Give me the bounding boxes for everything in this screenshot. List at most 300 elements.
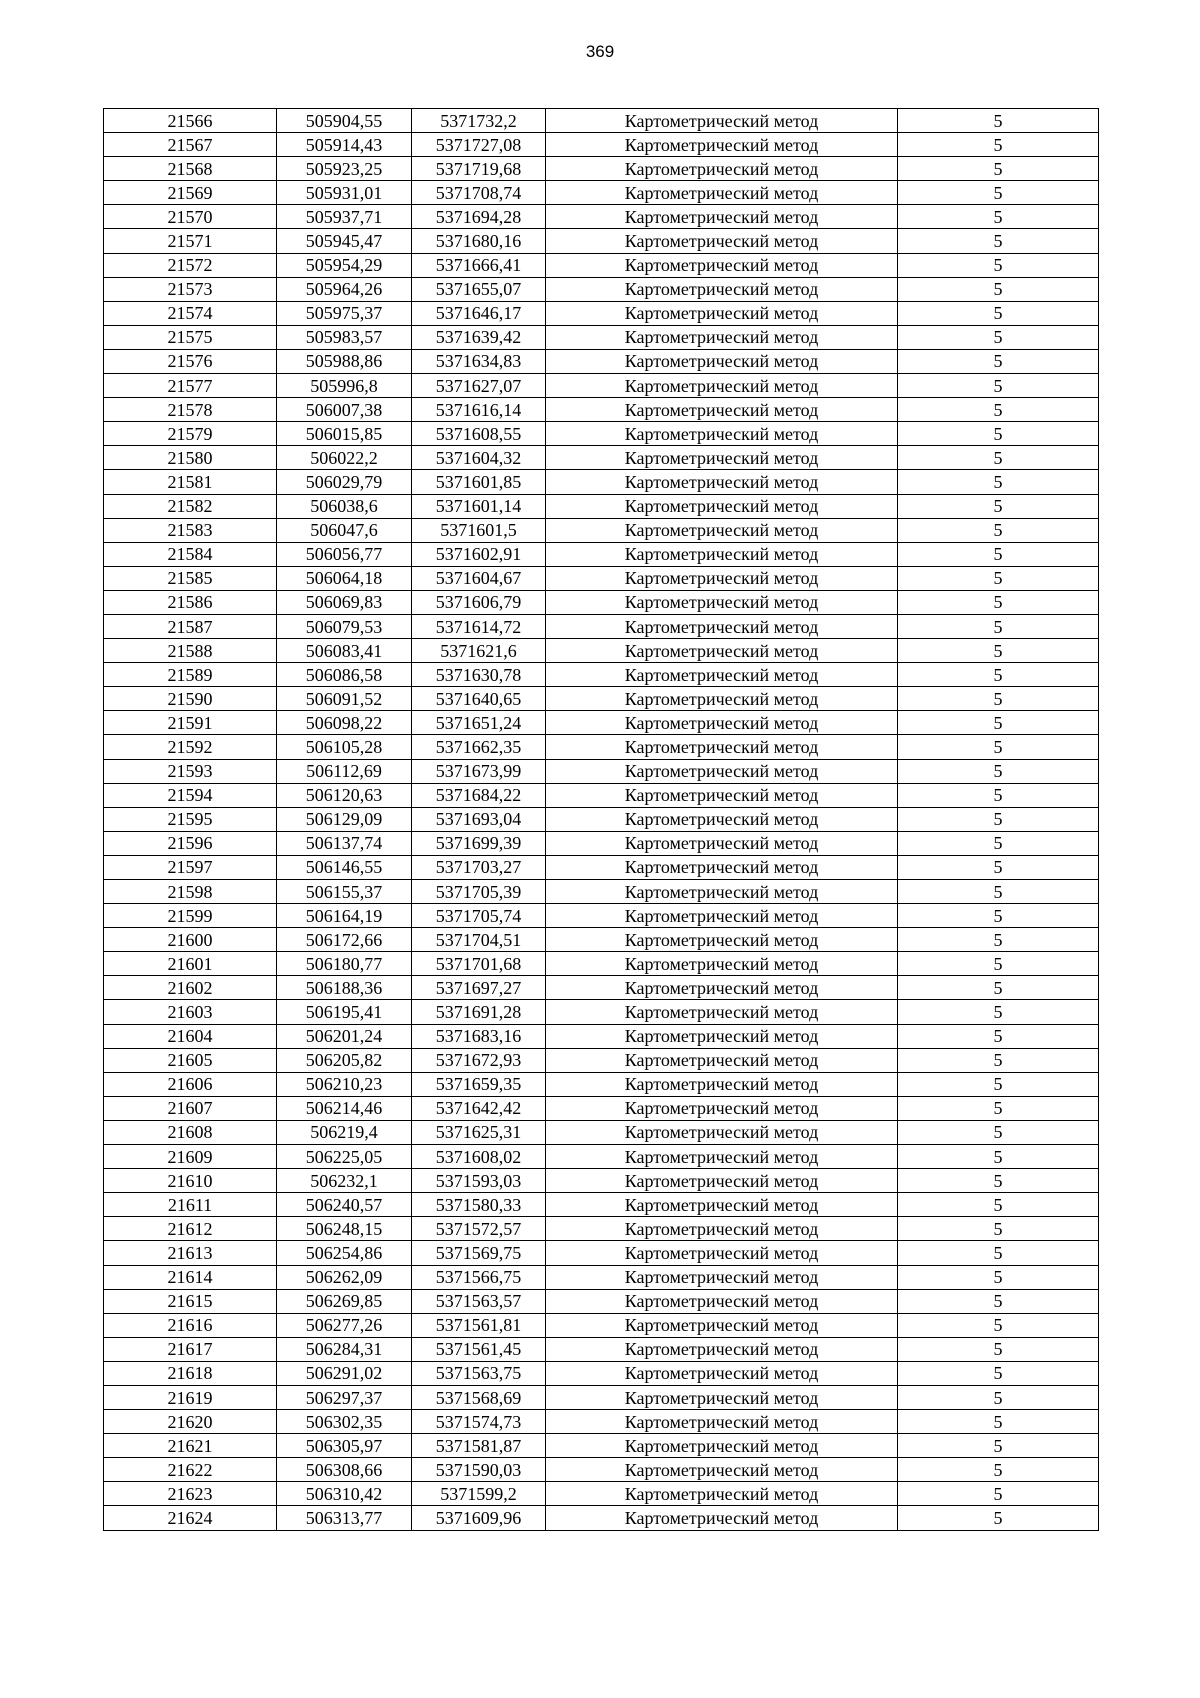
- accuracy-cell: 5: [898, 711, 1099, 735]
- point-number-cell: 21584: [104, 542, 277, 566]
- coordinates-table-body: [104, 109, 1099, 1531]
- x-coordinate-cell: 506137,74: [277, 831, 412, 855]
- accuracy-cell: 5: [898, 1000, 1099, 1024]
- x-coordinate-cell: 506284,31: [277, 1337, 412, 1361]
- table-row: [104, 566, 1099, 590]
- point-number-cell: 21585: [104, 566, 277, 590]
- table-row: [104, 1482, 1099, 1506]
- table-row: [104, 253, 1099, 277]
- point-number-cell: 21599: [104, 904, 277, 928]
- accuracy-cell: 5: [898, 301, 1099, 325]
- point-number-cell: 21586: [104, 590, 277, 614]
- point-number-cell: 21579: [104, 422, 277, 446]
- y-coordinate-cell: 5371666,41: [412, 253, 546, 277]
- method-cell: Картометрический метод: [546, 446, 898, 470]
- y-coordinate-cell: 5371604,67: [412, 566, 546, 590]
- x-coordinate-cell: 506146,55: [277, 855, 412, 879]
- method-cell: Картометрический метод: [546, 880, 898, 904]
- y-coordinate-cell: 5371604,32: [412, 446, 546, 470]
- y-coordinate-cell: 5371568,69: [412, 1385, 546, 1409]
- table-row: [104, 1289, 1099, 1313]
- point-number-cell: 21618: [104, 1361, 277, 1385]
- method-cell: Картометрический метод: [546, 1024, 898, 1048]
- method-cell: Картометрический метод: [546, 518, 898, 542]
- table-row: [104, 1000, 1099, 1024]
- accuracy-cell: 5: [898, 325, 1099, 349]
- y-coordinate-cell: 5371732,2: [412, 109, 546, 133]
- x-coordinate-cell: 506155,37: [277, 880, 412, 904]
- method-cell: Картометрический метод: [546, 494, 898, 518]
- accuracy-cell: 5: [898, 1313, 1099, 1337]
- point-number-cell: 21589: [104, 663, 277, 687]
- table-row: [104, 1048, 1099, 1072]
- x-coordinate-cell: 505945,47: [277, 229, 412, 253]
- y-coordinate-cell: 5371616,14: [412, 398, 546, 422]
- x-coordinate-cell: 506164,19: [277, 904, 412, 928]
- method-cell: Картометрический метод: [546, 759, 898, 783]
- method-cell: Картометрический метод: [546, 928, 898, 952]
- x-coordinate-cell: 506091,52: [277, 687, 412, 711]
- method-cell: Картометрический метод: [546, 1385, 898, 1409]
- accuracy-cell: 5: [898, 1072, 1099, 1096]
- point-number-cell: 21602: [104, 976, 277, 1000]
- y-coordinate-cell: 5371609,96: [412, 1506, 546, 1530]
- x-coordinate-cell: 506232,1: [277, 1169, 412, 1193]
- method-cell: Картометрический метод: [546, 1410, 898, 1434]
- x-coordinate-cell: 506188,36: [277, 976, 412, 1000]
- accuracy-cell: 5: [898, 880, 1099, 904]
- y-coordinate-cell: 5371608,02: [412, 1145, 546, 1169]
- y-coordinate-cell: 5371646,17: [412, 301, 546, 325]
- point-number-cell: 21566: [104, 109, 277, 133]
- x-coordinate-cell: 505975,37: [277, 301, 412, 325]
- table-row: [104, 1217, 1099, 1241]
- x-coordinate-cell: 506129,09: [277, 807, 412, 831]
- y-coordinate-cell: 5371642,42: [412, 1096, 546, 1120]
- table-row: [104, 590, 1099, 614]
- table-row: [104, 542, 1099, 566]
- table-row: [104, 1120, 1099, 1144]
- table-row: [104, 639, 1099, 663]
- point-number-cell: 21591: [104, 711, 277, 735]
- table-row: [104, 1072, 1099, 1096]
- method-cell: Картометрический метод: [546, 1000, 898, 1024]
- table-row: [104, 374, 1099, 398]
- y-coordinate-cell: 5371601,85: [412, 470, 546, 494]
- point-number-cell: 21619: [104, 1385, 277, 1409]
- table-row: [104, 1096, 1099, 1120]
- table-row: [104, 494, 1099, 518]
- method-cell: Картометрический метод: [546, 735, 898, 759]
- x-coordinate-cell: 506022,2: [277, 446, 412, 470]
- table-row: [104, 157, 1099, 181]
- table-row: [104, 349, 1099, 373]
- y-coordinate-cell: 5371625,31: [412, 1120, 546, 1144]
- point-number-cell: 21604: [104, 1024, 277, 1048]
- method-cell: Картометрический метод: [546, 1482, 898, 1506]
- point-number-cell: 21570: [104, 205, 277, 229]
- method-cell: Картометрический метод: [546, 542, 898, 566]
- point-number-cell: 21571: [104, 229, 277, 253]
- x-coordinate-cell: 506195,41: [277, 1000, 412, 1024]
- accuracy-cell: 5: [898, 807, 1099, 831]
- table-row: [104, 759, 1099, 783]
- table-row: [104, 181, 1099, 205]
- accuracy-cell: 5: [898, 109, 1099, 133]
- method-cell: Картометрический метод: [546, 1361, 898, 1385]
- y-coordinate-cell: 5371561,45: [412, 1337, 546, 1361]
- point-number-cell: 21575: [104, 325, 277, 349]
- table-row: [104, 614, 1099, 638]
- x-coordinate-cell: 505914,43: [277, 133, 412, 157]
- x-coordinate-cell: 506219,4: [277, 1120, 412, 1144]
- point-number-cell: 21620: [104, 1410, 277, 1434]
- accuracy-cell: 5: [898, 398, 1099, 422]
- table-row: [104, 1193, 1099, 1217]
- table-row: [104, 1361, 1099, 1385]
- accuracy-cell: 5: [898, 1096, 1099, 1120]
- table-row: [104, 687, 1099, 711]
- table-row: [104, 1458, 1099, 1482]
- accuracy-cell: 5: [898, 1241, 1099, 1265]
- x-coordinate-cell: 506038,6: [277, 494, 412, 518]
- x-coordinate-cell: 506214,46: [277, 1096, 412, 1120]
- accuracy-cell: 5: [898, 1169, 1099, 1193]
- table-row: [104, 229, 1099, 253]
- table-row: [104, 446, 1099, 470]
- accuracy-cell: 5: [898, 349, 1099, 373]
- table-row: [104, 976, 1099, 1000]
- x-coordinate-cell: 506305,97: [277, 1434, 412, 1458]
- y-coordinate-cell: 5371693,04: [412, 807, 546, 831]
- x-coordinate-cell: 505904,55: [277, 109, 412, 133]
- accuracy-cell: 5: [898, 1506, 1099, 1530]
- table-row: [104, 109, 1099, 133]
- table-row: [104, 952, 1099, 976]
- table-row: [104, 518, 1099, 542]
- method-cell: Картометрический метод: [546, 807, 898, 831]
- x-coordinate-cell: 505988,86: [277, 349, 412, 373]
- point-number-cell: 21622: [104, 1458, 277, 1482]
- table-row: [104, 470, 1099, 494]
- point-number-cell: 21614: [104, 1265, 277, 1289]
- table-row: [104, 277, 1099, 301]
- table-row: [104, 711, 1099, 735]
- y-coordinate-cell: 5371621,6: [412, 639, 546, 663]
- accuracy-cell: 5: [898, 542, 1099, 566]
- point-number-cell: 21611: [104, 1193, 277, 1217]
- y-coordinate-cell: 5371599,2: [412, 1482, 546, 1506]
- x-coordinate-cell: 506079,53: [277, 614, 412, 638]
- table-row: [104, 831, 1099, 855]
- method-cell: Картометрический метод: [546, 1193, 898, 1217]
- x-coordinate-cell: 506069,83: [277, 590, 412, 614]
- accuracy-cell: 5: [898, 277, 1099, 301]
- y-coordinate-cell: 5371630,78: [412, 663, 546, 687]
- point-number-cell: 21581: [104, 470, 277, 494]
- accuracy-cell: 5: [898, 133, 1099, 157]
- accuracy-cell: 5: [898, 470, 1099, 494]
- x-coordinate-cell: 506056,77: [277, 542, 412, 566]
- accuracy-cell: 5: [898, 928, 1099, 952]
- accuracy-cell: 5: [898, 1024, 1099, 1048]
- y-coordinate-cell: 5371701,68: [412, 952, 546, 976]
- method-cell: Картометрический метод: [546, 1169, 898, 1193]
- y-coordinate-cell: 5371627,07: [412, 374, 546, 398]
- accuracy-cell: 5: [898, 1385, 1099, 1409]
- x-coordinate-cell: 506313,77: [277, 1506, 412, 1530]
- table-row: [104, 133, 1099, 157]
- accuracy-cell: 5: [898, 855, 1099, 879]
- accuracy-cell: 5: [898, 205, 1099, 229]
- table-row: [104, 1337, 1099, 1361]
- table-row: [104, 1313, 1099, 1337]
- x-coordinate-cell: 506277,26: [277, 1313, 412, 1337]
- y-coordinate-cell: 5371601,14: [412, 494, 546, 518]
- accuracy-cell: 5: [898, 1337, 1099, 1361]
- point-number-cell: 21601: [104, 952, 277, 976]
- x-coordinate-cell: 506225,05: [277, 1145, 412, 1169]
- x-coordinate-cell: 506086,58: [277, 663, 412, 687]
- x-coordinate-cell: 505996,8: [277, 374, 412, 398]
- y-coordinate-cell: 5371727,08: [412, 133, 546, 157]
- x-coordinate-cell: 506172,66: [277, 928, 412, 952]
- point-number-cell: 21617: [104, 1337, 277, 1361]
- table-row: [104, 1169, 1099, 1193]
- method-cell: Картометрический метод: [546, 1506, 898, 1530]
- y-coordinate-cell: 5371680,16: [412, 229, 546, 253]
- y-coordinate-cell: 5371651,24: [412, 711, 546, 735]
- point-number-cell: 21568: [104, 157, 277, 181]
- y-coordinate-cell: 5371634,83: [412, 349, 546, 373]
- point-number-cell: 21608: [104, 1120, 277, 1144]
- x-coordinate-cell: 505983,57: [277, 325, 412, 349]
- x-coordinate-cell: 506302,35: [277, 1410, 412, 1434]
- method-cell: Картометрический метод: [546, 422, 898, 446]
- accuracy-cell: 5: [898, 1120, 1099, 1144]
- y-coordinate-cell: 5371662,35: [412, 735, 546, 759]
- y-coordinate-cell: 5371708,74: [412, 181, 546, 205]
- accuracy-cell: 5: [898, 518, 1099, 542]
- x-coordinate-cell: 506105,28: [277, 735, 412, 759]
- x-coordinate-cell: 506291,02: [277, 1361, 412, 1385]
- accuracy-cell: 5: [898, 663, 1099, 687]
- table-row: [104, 1024, 1099, 1048]
- accuracy-cell: 5: [898, 1434, 1099, 1458]
- y-coordinate-cell: 5371703,27: [412, 855, 546, 879]
- point-number-cell: 21569: [104, 181, 277, 205]
- point-number-cell: 21587: [104, 614, 277, 638]
- point-number-cell: 21593: [104, 759, 277, 783]
- x-coordinate-cell: 506120,63: [277, 783, 412, 807]
- x-coordinate-cell: 506254,86: [277, 1241, 412, 1265]
- method-cell: Картометрический метод: [546, 181, 898, 205]
- method-cell: Картометрический метод: [546, 687, 898, 711]
- page-number: 369: [585, 42, 615, 61]
- y-coordinate-cell: 5371719,68: [412, 157, 546, 181]
- table-row: [104, 807, 1099, 831]
- y-coordinate-cell: 5371704,51: [412, 928, 546, 952]
- table-row: [104, 735, 1099, 759]
- x-coordinate-cell: 506098,22: [277, 711, 412, 735]
- y-coordinate-cell: 5371655,07: [412, 277, 546, 301]
- x-coordinate-cell: 506205,82: [277, 1048, 412, 1072]
- x-coordinate-cell: 506262,09: [277, 1265, 412, 1289]
- x-coordinate-cell: 505923,25: [277, 157, 412, 181]
- point-number-cell: 21624: [104, 1506, 277, 1530]
- y-coordinate-cell: 5371705,39: [412, 880, 546, 904]
- point-number-cell: 21574: [104, 301, 277, 325]
- table-row: [104, 422, 1099, 446]
- x-coordinate-cell: 506240,57: [277, 1193, 412, 1217]
- method-cell: Картометрический метод: [546, 855, 898, 879]
- point-number-cell: 21592: [104, 735, 277, 759]
- table-row: [104, 398, 1099, 422]
- point-number-cell: 21605: [104, 1048, 277, 1072]
- method-cell: Картометрический метод: [546, 1048, 898, 1072]
- accuracy-cell: 5: [898, 566, 1099, 590]
- y-coordinate-cell: 5371580,33: [412, 1193, 546, 1217]
- accuracy-cell: 5: [898, 494, 1099, 518]
- method-cell: Картометрический метод: [546, 1265, 898, 1289]
- accuracy-cell: 5: [898, 1265, 1099, 1289]
- y-coordinate-cell: 5371659,35: [412, 1072, 546, 1096]
- y-coordinate-cell: 5371590,03: [412, 1458, 546, 1482]
- accuracy-cell: 5: [898, 1193, 1099, 1217]
- accuracy-cell: 5: [898, 229, 1099, 253]
- table-row: [104, 1265, 1099, 1289]
- method-cell: Картометрический метод: [546, 1072, 898, 1096]
- x-coordinate-cell: 506308,66: [277, 1458, 412, 1482]
- point-number-cell: 21596: [104, 831, 277, 855]
- y-coordinate-cell: 5371602,91: [412, 542, 546, 566]
- y-coordinate-cell: 5371593,03: [412, 1169, 546, 1193]
- accuracy-cell: 5: [898, 735, 1099, 759]
- table-row: [104, 855, 1099, 879]
- y-coordinate-cell: 5371705,74: [412, 904, 546, 928]
- method-cell: Картометрический метод: [546, 1434, 898, 1458]
- x-coordinate-cell: 506269,85: [277, 1289, 412, 1313]
- accuracy-cell: 5: [898, 1410, 1099, 1434]
- y-coordinate-cell: 5371640,65: [412, 687, 546, 711]
- method-cell: Картометрический метод: [546, 1145, 898, 1169]
- accuracy-cell: 5: [898, 1289, 1099, 1313]
- method-cell: Картометрический метод: [546, 374, 898, 398]
- accuracy-cell: 5: [898, 422, 1099, 446]
- point-number-cell: 21580: [104, 446, 277, 470]
- method-cell: Картометрический метод: [546, 205, 898, 229]
- accuracy-cell: 5: [898, 590, 1099, 614]
- x-coordinate-cell: 506310,42: [277, 1482, 412, 1506]
- table-row: [104, 904, 1099, 928]
- method-cell: Картометрический метод: [546, 663, 898, 687]
- accuracy-cell: 5: [898, 1482, 1099, 1506]
- point-number-cell: 21595: [104, 807, 277, 831]
- table-row: [104, 1506, 1099, 1530]
- point-number-cell: 21609: [104, 1145, 277, 1169]
- point-number-cell: 21606: [104, 1072, 277, 1096]
- y-coordinate-cell: 5371683,16: [412, 1024, 546, 1048]
- point-number-cell: 21594: [104, 783, 277, 807]
- method-cell: Картометрический метод: [546, 398, 898, 422]
- y-coordinate-cell: 5371601,5: [412, 518, 546, 542]
- accuracy-cell: 5: [898, 1361, 1099, 1385]
- accuracy-cell: 5: [898, 1217, 1099, 1241]
- accuracy-cell: 5: [898, 687, 1099, 711]
- table-row: [104, 205, 1099, 229]
- table-row: [104, 1434, 1099, 1458]
- accuracy-cell: 5: [898, 1458, 1099, 1482]
- table-row: [104, 880, 1099, 904]
- table-row: [104, 1410, 1099, 1434]
- x-coordinate-cell: 506083,41: [277, 639, 412, 663]
- accuracy-cell: 5: [898, 1145, 1099, 1169]
- point-number-cell: 21612: [104, 1217, 277, 1241]
- y-coordinate-cell: 5371561,81: [412, 1313, 546, 1337]
- method-cell: Картометрический метод: [546, 301, 898, 325]
- point-number-cell: 21583: [104, 518, 277, 542]
- table-row: [104, 928, 1099, 952]
- table-row: [104, 663, 1099, 687]
- table-row: [104, 1145, 1099, 1169]
- method-cell: Картометрический метод: [546, 470, 898, 494]
- method-cell: Картометрический метод: [546, 157, 898, 181]
- method-cell: Картометрический метод: [546, 1313, 898, 1337]
- accuracy-cell: 5: [898, 759, 1099, 783]
- accuracy-cell: 5: [898, 446, 1099, 470]
- method-cell: Картометрический метод: [546, 639, 898, 663]
- coordinates-table: [103, 108, 1099, 1531]
- y-coordinate-cell: 5371581,87: [412, 1434, 546, 1458]
- y-coordinate-cell: 5371691,28: [412, 1000, 546, 1024]
- point-number-cell: 21603: [104, 1000, 277, 1024]
- accuracy-cell: 5: [898, 904, 1099, 928]
- method-cell: Картометрический метод: [546, 904, 898, 928]
- method-cell: Картометрический метод: [546, 325, 898, 349]
- point-number-cell: 21578: [104, 398, 277, 422]
- y-coordinate-cell: 5371574,73: [412, 1410, 546, 1434]
- accuracy-cell: 5: [898, 157, 1099, 181]
- point-number-cell: 21576: [104, 349, 277, 373]
- accuracy-cell: 5: [898, 374, 1099, 398]
- accuracy-cell: 5: [898, 253, 1099, 277]
- y-coordinate-cell: 5371606,79: [412, 590, 546, 614]
- method-cell: Картометрический метод: [546, 1217, 898, 1241]
- accuracy-cell: 5: [898, 831, 1099, 855]
- method-cell: Картометрический метод: [546, 349, 898, 373]
- y-coordinate-cell: 5371673,99: [412, 759, 546, 783]
- y-coordinate-cell: 5371569,75: [412, 1241, 546, 1265]
- x-coordinate-cell: 506047,6: [277, 518, 412, 542]
- point-number-cell: 21590: [104, 687, 277, 711]
- point-number-cell: 21572: [104, 253, 277, 277]
- point-number-cell: 21573: [104, 277, 277, 301]
- method-cell: Картометрический метод: [546, 976, 898, 1000]
- x-coordinate-cell: 506248,15: [277, 1217, 412, 1241]
- method-cell: Картометрический метод: [546, 253, 898, 277]
- method-cell: Картометрический метод: [546, 831, 898, 855]
- y-coordinate-cell: 5371697,27: [412, 976, 546, 1000]
- method-cell: Картометрический метод: [546, 1120, 898, 1144]
- method-cell: Картометрический метод: [546, 1289, 898, 1313]
- x-coordinate-cell: 506029,79: [277, 470, 412, 494]
- method-cell: Картометрический метод: [546, 566, 898, 590]
- y-coordinate-cell: 5371572,57: [412, 1217, 546, 1241]
- point-number-cell: 21616: [104, 1313, 277, 1337]
- y-coordinate-cell: 5371699,39: [412, 831, 546, 855]
- method-cell: Картометрический метод: [546, 590, 898, 614]
- point-number-cell: 21597: [104, 855, 277, 879]
